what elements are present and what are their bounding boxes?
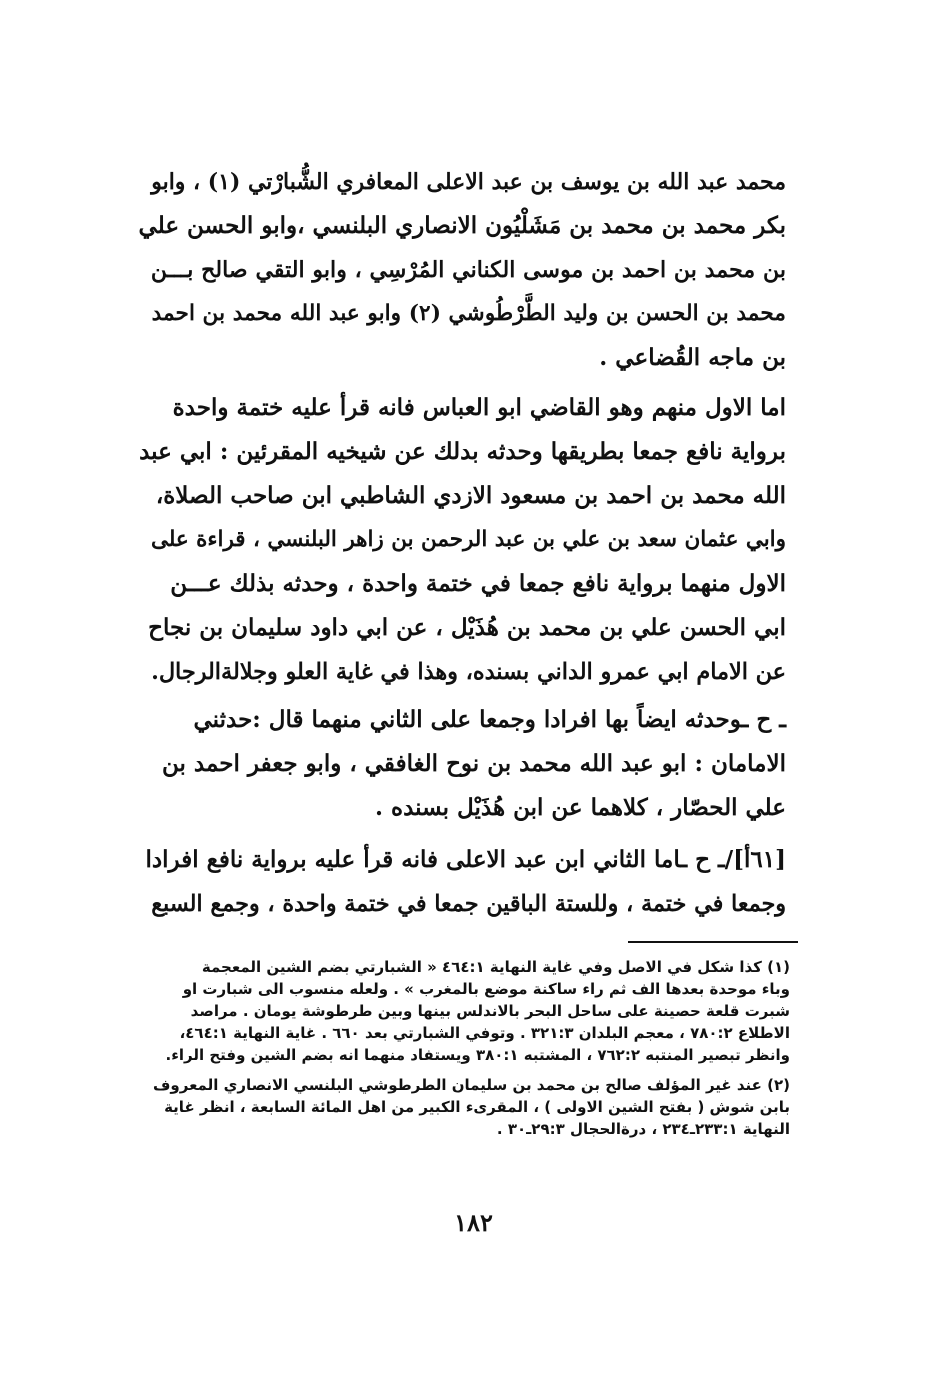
text-line: وابي عثمان سعد بن علي بن عبد الرحمن بن زاهر البلنسي ، قراءة على (150, 527, 786, 552)
text-line: بكر محمد بن محمد بن مَشَلْيُون الانصاري البلنسي ،وابو الحسن علي (138, 212, 786, 239)
footnote-1 (138, 956, 790, 1066)
footnote-line: (٢) عند غير المؤلف صالح بن محمد بن سليمان الطرطوشي البلنسي الانصاري المعروف (152, 1076, 790, 1094)
text-line: [٦١أ]/ـ ح ـاما الثاني ابن عبد الاعلى فانه قرأ عليه برواية نافع افرادا (145, 846, 786, 873)
footnote-line: وانظر تبصير المنتبه ٧٦٢:٢ ، المشتبه ٣٨٠:١ ويستفاد منهما انه بضم الشين وفتح الراء. (165, 1046, 790, 1064)
footnote-line: (١) كذا شكل في الاصل وفي غاية النهاية ٤٦٤:١ « الشبارتي بضم الشين المعجمة (201, 958, 790, 976)
paragraph-1 (138, 160, 786, 380)
footnote-line: وباء موحدة بعدها الف ثم راء ساكنة موضع بالمغرب » . ولعله منسوب الى شبارت او (182, 980, 790, 998)
footnote-spacer (138, 1066, 790, 1074)
text-line: ـ ح ـوحدثه ايضاً بها افرادا وجمعا على الثاني منهما قال :حدثني (193, 706, 786, 733)
text-line: علي الحصّار ، كلاهما عن ابن هُذَيْل بسنده . (375, 794, 786, 821)
text-line: الامامان : ابو عبد الله محمد بن نوح الغافقي ، وابو جعفر احمد بن (162, 750, 786, 777)
text-line: برواية نافع جمعا بطريقها وحدثه بدلك عن شيخيه المقرئين : ابي عبد (139, 438, 786, 465)
footnotes (138, 956, 790, 1140)
page-number: ١٨٢ (454, 1208, 493, 1237)
footnote-line: النهاية ٢٣٣:١ـ٢٣٤ ، درةالحجال ٢٩:٣ـ٣٠ . (496, 1120, 790, 1138)
footnote-2 (138, 1074, 790, 1140)
footnote-line: بابن شوش ( بفتح الشين الاولى ) ، المقرىء الكبير من اهل المائة السابعة ، انظر غاية (164, 1098, 790, 1116)
text-line: بن ماجه القُضاعي . (599, 344, 786, 371)
text-line: الاول منهما برواية نافع جمعا في ختمة واحدة ، وحدثه بذلك عـــن (170, 570, 786, 597)
text-line: الله محمد بن احمد بن مسعود الازدي الشاطبي ابن صاحب الصلاة، (155, 482, 786, 509)
footnote-line: شبرت قلعة حصينة على ساحل البحر بالاندلس بينها وبين طرطوشة يومان . مراصد (190, 1002, 790, 1020)
paragraph-4 (138, 838, 786, 926)
paragraph-3 (138, 698, 786, 830)
footnote-line: الاطلاع ٧٨٠:٢ ، معجم البلدان ٣٢١:٣ . وتوفي الشبارتي بعد ٦٦٠ . غاية النهاية ٤٦٤:١، (179, 1024, 790, 1042)
footnote-divider (628, 941, 798, 943)
text-line: عن الامام ابي عمرو الداني بسنده، وهذا في غاية العلو وجلالةالرجال. (151, 659, 786, 685)
paragraph-2 (138, 386, 786, 694)
text-line: اما الاول منهم وهو القاضي ابو العباس فانه قرأ عليه ختمة واحدة (172, 394, 786, 421)
text-line: ابي الحسن علي بن محمد بن هُذَيْل ، عن ابي داود سليمان بن نجاح (148, 614, 786, 641)
text-line: بن محمد بن احمد بن موسى الكناني المُرْسِي ، وابو التقي صالح بـــن (150, 257, 786, 283)
text-line: وجمعا في ختمة ، وللستة الباقين جمعا في ختمة واحدة ، وجمع السبع (151, 891, 786, 917)
text-line: محمد بن الحسن بن وليد الطَّرْطُوشي (٢) وابو عبد الله محمد بن احمد (151, 301, 786, 326)
text-line: محمد عبد الله بن يوسف بن عبد الاعلى المعافري الشُّبارْتي (١) ، وابو (151, 169, 786, 195)
